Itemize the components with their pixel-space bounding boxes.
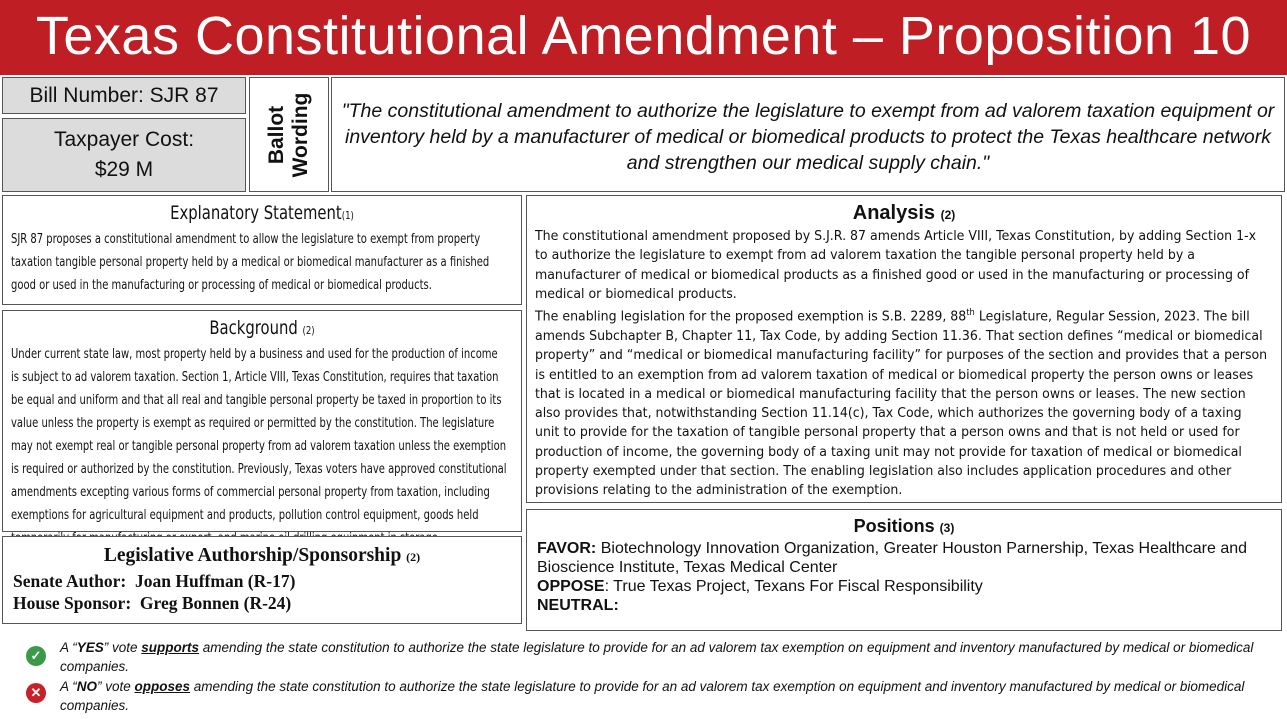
background-title [66, 317, 458, 339]
senate-author-value: Joan Huffman (R-17) [135, 571, 296, 591]
background-section [2, 310, 522, 532]
analysis-paragraph-1: The constitutional amendment proposed by S.J.R. 87 amends Article VIII, Texas Constitution, by adding Section 1-x to authorize the legislature to exempt from ad valorem taxation the tangible personal property held by a manufacturer of medical or biomedical products as a finished good or used in the manufacturing or processing of medical or biomedical products. [535, 228, 1257, 302]
no-verb: opposes [134, 679, 191, 694]
explanatory-ref: (1) [341, 209, 354, 222]
background-title-text: Background [209, 317, 298, 339]
yes-word: YES [76, 640, 104, 655]
taxpayer-cost [2, 118, 246, 192]
legislative-ref: (2) [406, 550, 421, 564]
explanatory-text: SJR 87 proposes a constitutional amendment to allow the legislature to exempt from property taxation tangible personal property held by a medical or biomedical manufacturer as a finished good or used in the manufacturing or processing of medical or biomedical products. [11, 231, 490, 293]
senate-author-label: Senate Author: [13, 571, 127, 591]
yes-verb: supports [141, 640, 200, 655]
explanatory-title-text: Explanatory Statement [170, 202, 342, 224]
no-note-b: ” vote [97, 679, 135, 694]
analysis-title [535, 202, 1273, 225]
ballot-label-line2: Wording [289, 92, 312, 177]
explanatory-statement [2, 195, 522, 305]
neutral-row [537, 596, 1271, 615]
explanatory-title [66, 202, 458, 224]
x-circle-icon: ✕ [26, 683, 46, 703]
check-circle-icon: ✓ [26, 646, 46, 666]
house-sponsor-value: Greg Bonnen (R-24) [139, 593, 292, 613]
page-title: Texas Constitutional Amendment – Proposition 10 [35, 6, 1252, 66]
neutral-label: NEUTRAL: [537, 597, 619, 614]
no-word: NO [76, 679, 97, 694]
analysis-p2-part-b: Legislature, Regular Session, 2023. The bill amends Subchapter B, Chapter 11, Tax Code, by adding Section 11.36. That section defines “medical or biomedical property” and “medical or biomedical manufacturing facility” for purposes of the section and provides that a person is entitled to an exemption from ad valorem taxation of medical or biomedical property the person owns or leases that is located in a medical or biomedical manufacturing facility that the person owns or leases. The new section also provides that, notwithstanding Section 11.14(c), Tax Code, which authorizes the governing body of a taxing unit to provide for the taxation of tangible personal property that a person owns and that is not held or used for production of income, the governing body of a taxing unit may not provide for taxation of medical or biomedical property exempted under that section. The enabling legislation also includes application procedures and other provisions relating to the administration of the exemption. [535, 308, 1268, 499]
yes-note-c: amending the state constitution to authorize the state legislature to provide for an ad valorem tax exemption on equipment and inventory manufactured by medical or biomedical companies. [60, 640, 1254, 674]
favor-value: Biotechnology Innovation Organization, Greater Houston Parnership, Texas Healthcare and Bioscience Institute, Texas Medical Center [537, 540, 1248, 576]
analysis-section [526, 195, 1282, 503]
legislative-title-text: Legislative Authorship/Sponsorship [103, 545, 402, 566]
taxpayer-cost-label: Taxpayer Cost: [53, 128, 195, 151]
legislative-authorship [2, 536, 522, 624]
no-vote-note [60, 677, 1275, 715]
analysis-paragraph-2 [535, 304, 1270, 500]
yes-vote-note [60, 638, 1275, 676]
analysis-p2-sup: th [966, 308, 975, 319]
senate-author [13, 570, 511, 592]
background-text: Under current state law, most property held by a business and used for the production of income is subject to ad valorem taxation. Section 1, Article VIII, Texas Constitution, requires that taxation be equal and uniform and that all real and tangible personal property be taxed in proportion to its value unless the property is exempt as required or permitted by the constitution. The legislature may not exempt real or tangible personal property from ad valorem taxation unless the exemption is required or authorized by the constitution. Previously, Texas voters have approved constitutional amendments excepting various forms of commercial personal property from taxation, including exemptions for agricultural equipment and products, pollution control equipment, goods held [11, 346, 507, 523]
bill-number: Bill Number: SJR 87 [2, 77, 246, 114]
positions-ref: (3) [939, 521, 955, 535]
analysis-title-text: Analysis [852, 202, 936, 224]
positions-title [537, 516, 1271, 537]
legislative-title [13, 545, 511, 567]
ballot-wording-text: "The constitutional amendment to authorize the legislature to exempt from ad valorem taxation equipment or inventory held by a manufacturer of medical or biomedical products to protect the Texas healthcare network and strengthen our medical supply chain." [331, 77, 1285, 192]
analysis-text [535, 227, 1270, 501]
ballot-label-line1: Ballot [265, 105, 288, 164]
title-banner [0, 0, 1287, 75]
yes-note-b: ” vote [103, 640, 142, 655]
yes-note-a: A “ [60, 640, 77, 655]
no-note-c: amending the state constitution to authorize the state legislature to provide for an ad valorem tax exemption on equipment and inventory manufactured by medical or biomedical companies. [60, 679, 1245, 713]
favor-row [537, 539, 1271, 577]
favor-label: FAVOR: [537, 540, 597, 557]
analysis-ref: (2) [940, 208, 956, 222]
oppose-label: OPPOSE [537, 578, 605, 595]
house-sponsor-label: House Sponsor: [13, 593, 132, 613]
taxpayer-cost-value: $29 M [94, 158, 154, 181]
oppose-row [537, 577, 1271, 596]
analysis-p2-part-a: The enabling legislation for the proposed exemption is S.B. 2289, 88 [535, 308, 967, 325]
house-sponsor [13, 592, 511, 614]
positions-title-text: Positions [853, 516, 935, 536]
oppose-value: : True Texas Project, Texans For Fiscal Responsibility [604, 578, 983, 595]
background-ref: (2) [302, 324, 315, 337]
positions-section [526, 509, 1282, 631]
no-note-a: A “ [60, 679, 77, 694]
ballot-wording-label [249, 77, 329, 192]
